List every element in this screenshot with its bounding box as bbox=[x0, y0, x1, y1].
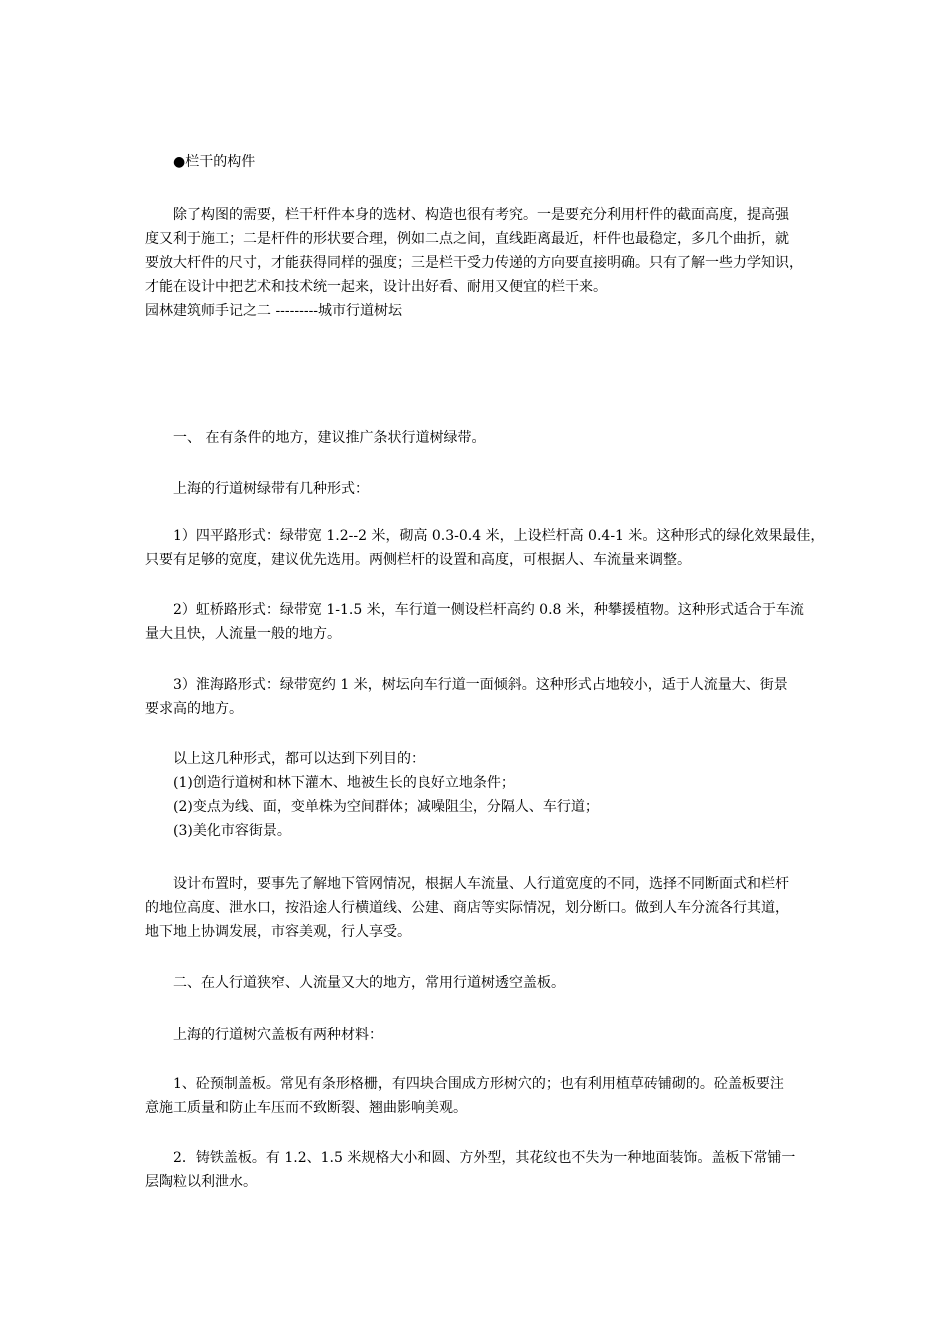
intro-line-3: 要放大杆件的尺寸，才能获得同样的强度；三是栏干受力传递的方向要直接明确。只有了解一些力学知识， bbox=[145, 255, 803, 271]
form1-line-2: 只要有足够的宽度，建议优先选用。两侧栏杆的设置和高度，可根据人、车流量来调整。 bbox=[145, 552, 691, 568]
form3-line-2: 要求高的地方。 bbox=[145, 701, 243, 717]
intro-line-1: 除了构图的需要，栏干杆件本身的选材、构造也很有考究。一是要充分利用杆件的截面高度，提高强 bbox=[173, 207, 789, 223]
forms-intro: 上海的行道树绿带有几种形式： bbox=[173, 481, 369, 497]
form3-line-1: 3）淮海路形式：绿带宽约 1 米，树坛向车行道一面倾斜。这种形式占地较小，适于人流量大、街景 bbox=[173, 677, 788, 693]
article-title: 园林建筑师手记之二 ---------城市行道树坛 bbox=[145, 303, 403, 319]
form2-line-2: 量大且快，人流量一般的地方。 bbox=[145, 626, 341, 642]
materials-intro: 上海的行道树穴盖板有两种材料： bbox=[173, 1027, 383, 1043]
intro-line-4: 才能在设计中把艺术和技术统一起来，设计出好看、耐用又便宜的栏干来。 bbox=[145, 279, 607, 295]
purpose-1: (1)创造行道树和林下灌木、地被生长的良好立地条件； bbox=[173, 775, 515, 791]
form2-line-1: 2）虹桥路形式：绿带宽 1-1.5 米，车行道一侧设栏杆高约 0.8 米，种攀援植物。这种形式适合于车流 bbox=[173, 602, 804, 618]
material2-line-2: 层陶粒以利泄水。 bbox=[145, 1174, 257, 1190]
design-line-1: 设计布置时，要事先了解地下管网情况，根据人车流量、人行道宽度的不同，选择不同断面式和栏杆 bbox=[173, 876, 789, 892]
material2-line-1: 2．铸铁盖板。有 1.2、1.5 米规格大小和圆、方外型，其花纹也不失为一种地面装饰。盖板下常铺一 bbox=[173, 1150, 796, 1166]
purpose-2: (2)变点为线、面，变单株为空间群体；减噪阻尘，分隔人、车行道； bbox=[173, 799, 599, 815]
design-line-2: 的地位高度、泄水口，按沿途人行横道线、公建、商店等实际情况，划分断口。做到人车分流各行其道， bbox=[145, 900, 789, 916]
form1-line-1: 1）四平路形式：绿带宽 1.2--2 米，砌高 0.3-0.4 米，上设栏杆高 0.4-1 米。这种形式的绿化效果最佳， bbox=[173, 528, 825, 544]
section-heading: ●栏干的构件 bbox=[173, 154, 256, 170]
intro-line-2: 度又利于施工；二是杆件的形状要合理，例如二点之间，直线距离最近，杆件也最稳定，多几个曲折，就 bbox=[145, 231, 789, 247]
material1-line-2: 意施工质量和防止车压而不致断裂、翘曲影响美观。 bbox=[145, 1100, 467, 1116]
heading-one: 一、 在有条件的地方，建议推广条状行道树绿带。 bbox=[173, 430, 486, 446]
material1-line-1: 1、砼预制盖板。常见有条形格栅，有四块合围成方形树穴的；也有利用植草砖铺砌的。砼盖板要注 bbox=[173, 1076, 784, 1092]
heading-two: 二、在人行道狭窄、人流量又大的地方，常用行道树透空盖板。 bbox=[173, 975, 565, 991]
design-line-3: 地下地上协调发展，市容美观，行人享受。 bbox=[145, 924, 411, 940]
purposes-intro: 以上这几种形式，都可以达到下列目的： bbox=[173, 751, 425, 767]
purpose-3: (3)美化市容街景。 bbox=[173, 823, 291, 839]
